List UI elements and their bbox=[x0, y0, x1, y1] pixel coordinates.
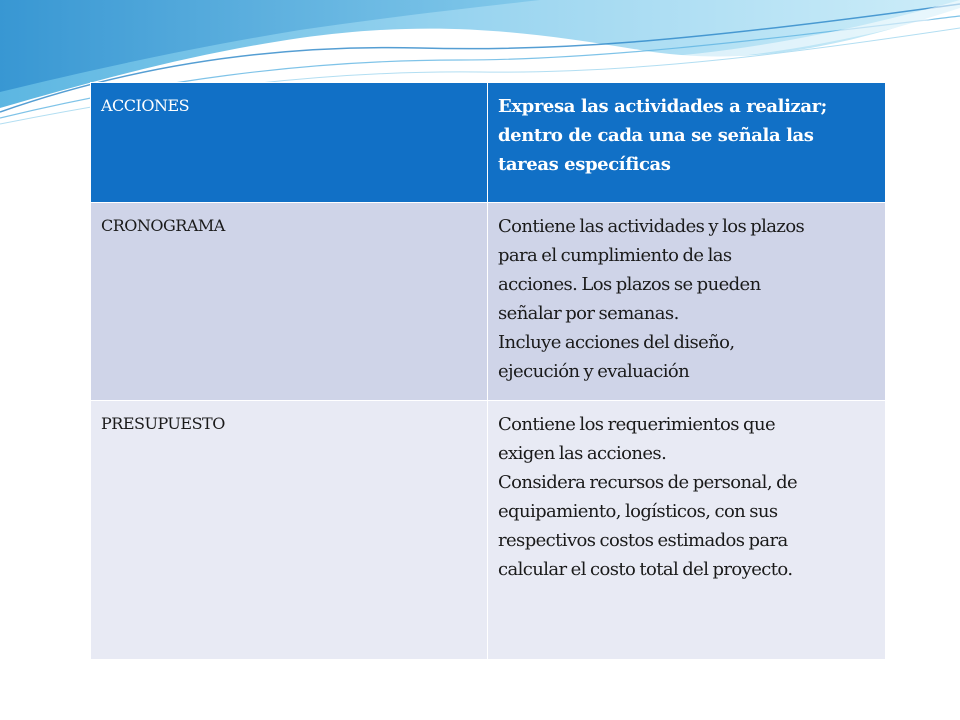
table-row-acciones bbox=[91, 83, 886, 203]
description-cell bbox=[488, 83, 886, 203]
description-line: ejecución y evaluación bbox=[498, 361, 690, 383]
description-cell bbox=[488, 401, 886, 660]
description-line: respectivos costos estimados para bbox=[498, 530, 788, 552]
description-line: calcular el costo total del proyecto. bbox=[498, 559, 793, 581]
description-line: dentro de cada una se señala las bbox=[498, 125, 814, 146]
description-line: Expresa las actividades a realizar; bbox=[498, 96, 827, 117]
description-line: Contiene los requerimientos que bbox=[498, 414, 776, 436]
description-line: acciones. Los plazos se pueden bbox=[498, 274, 761, 296]
term-cell: PRESUPUESTO bbox=[91, 401, 488, 660]
description-line: para el cumplimiento de las bbox=[498, 245, 732, 267]
description-line: Considera recursos de personal, de bbox=[498, 472, 798, 494]
description-line: tareas específicas bbox=[498, 154, 671, 175]
term-cell: CRONOGRAMA bbox=[91, 203, 488, 401]
description-line: exigen las acciones. bbox=[498, 443, 667, 465]
description-line: Incluye acciones del diseño, bbox=[498, 332, 735, 354]
term-cell: ACCIONES bbox=[91, 83, 488, 203]
description-line: equipamiento, logísticos, con sus bbox=[498, 501, 778, 523]
table-row-presupuesto bbox=[91, 401, 886, 660]
planning-elements-table bbox=[90, 82, 886, 660]
description-cell bbox=[488, 203, 886, 401]
description-line: señalar por semanas. bbox=[498, 303, 679, 325]
table-row-cronograma bbox=[91, 203, 886, 401]
description-line: Contiene las actividades y los plazos bbox=[498, 216, 805, 238]
